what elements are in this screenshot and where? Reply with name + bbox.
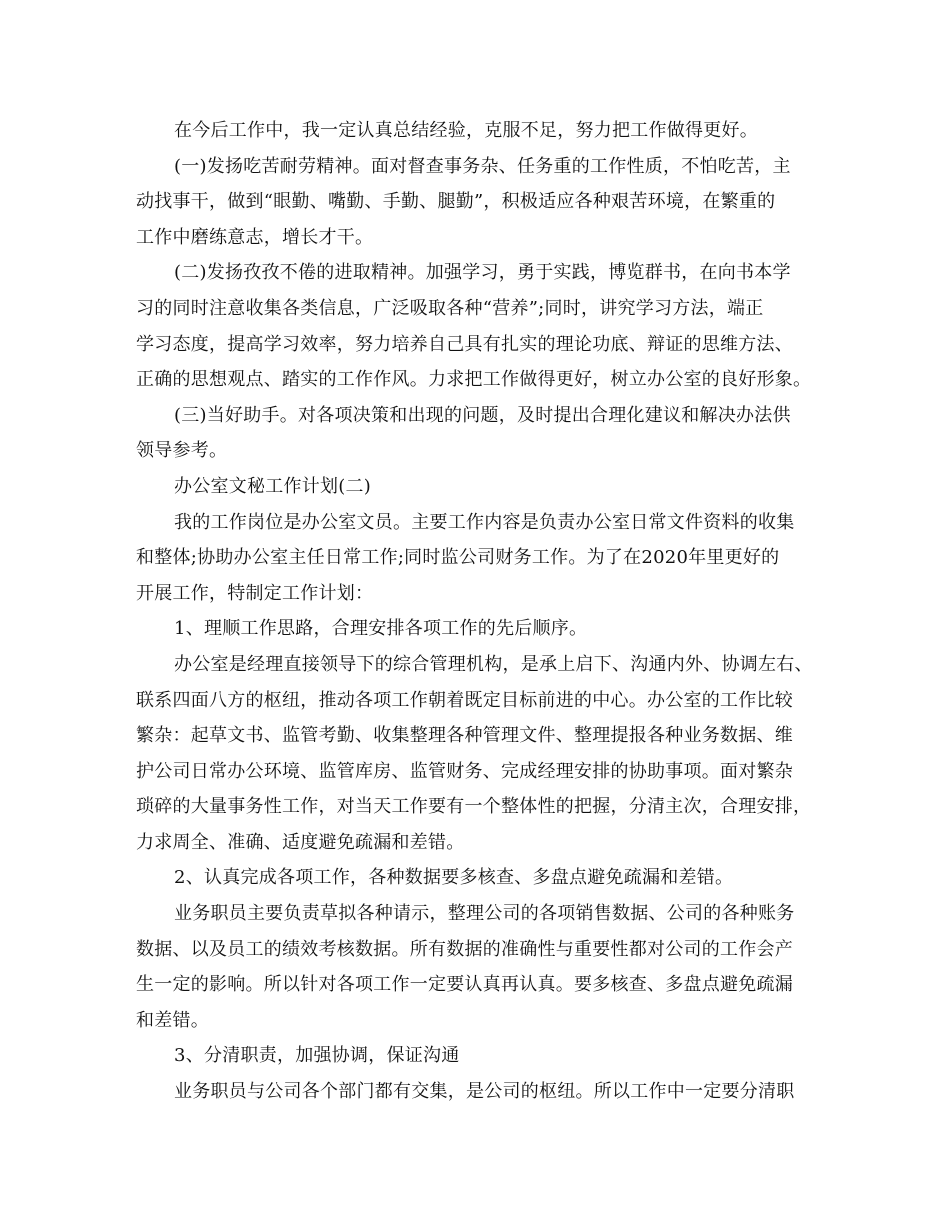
document-body [136, 113, 816, 1110]
paragraph-line: 在今后工作中，我一定认真总结经验，克服不足，努力把工作做得更好。 [174, 120, 758, 141]
paragraph-line: 领导参考。 [136, 440, 228, 462]
paragraph-line: 工作中磨练意志，增长才干。 [136, 226, 374, 248]
paragraph-line: (三)当好助手。对各项决策和出现的问题，及时提出合理化建议和解决办法供 [174, 404, 791, 426]
paragraph-line: 琐碎的大量事务性工作，对当天工作要有一个整体性的把握，分清主次，合理安排， [136, 796, 812, 818]
paragraph-line: 我的工作岗位是办公室文员。主要工作内容是负责办公室日常文件资料的收集 [174, 511, 795, 533]
paragraph-line: 生一定的影响。所以针对各项工作一定要认真再认真。要多核查、多盘点避免疏漏 [136, 974, 793, 996]
paragraph-line: 数据、以及员工的绩效考核数据。所有数据的准确性与重要性都对公司的工作会产 [136, 938, 793, 960]
numbered-heading: 2、认真完成各项工作，各种数据要多核查、多盘点避免疏漏和差错。 [174, 867, 734, 889]
paragraph-line: 和整体;协助办公室主任日常工作;同时监公司财务工作。为了在2020年里更好的 [136, 547, 780, 569]
paragraph-line: 繁杂：起草文书、监管考勤、收集整理各种管理文件、整理提报各种业务数据、维 [136, 725, 793, 747]
paragraph-line: 业务职员与公司各个部门都有交集，是公司的枢纽。所以工作中一定要分清职 [174, 1081, 795, 1103]
paragraph-line: 联系四面八方的枢纽，推动各项工作朝着既定目标前进的中心。办公室的工作比较 [136, 689, 793, 711]
paragraph-line: (二)发扬孜孜不倦的进取精神。加强学习，勇于实践，博览群书，在向书本学 [174, 262, 791, 284]
paragraph-line: 学习态度，提高学习效率，努力培养自己具有扎实的理论功底、辩证的思维方法、 [136, 333, 793, 355]
paragraph-line: 力求周全、准确、适度避免疏漏和差错。 [136, 831, 465, 853]
paragraph-line: 正确的思想观点、踏实的工作作风。力求把工作做得更好，树立办公室的良好形象。 [136, 369, 812, 391]
numbered-heading: 3、分清职责，加强协调，保证沟通 [174, 1045, 460, 1067]
paragraph-line: 习的同时注意收集各类信息，广泛吸取各种“营养”;同时，讲究学习方法，端正 [136, 297, 764, 319]
paragraph-line: (一)发扬吃苦耐劳精神。面对督查事务杂、任务重的工作性质，不怕吃苦，主 [174, 155, 791, 177]
paragraph-line: 业务职员主要负责草拟各种请示，整理公司的各项销售数据、公司的各种账务 [174, 903, 795, 925]
numbered-heading: 1、理顺工作思路，合理安排各项工作的先后顺序。 [174, 618, 588, 640]
paragraph-line: 和差错。 [136, 1009, 209, 1031]
paragraph-line: 动找事干，做到“眼勤、嘴勤、手勤、腿勤”，积极适应各种艰苦环境，在繁重的 [136, 191, 776, 213]
section-title: 办公室文秘工作计划(二) [174, 475, 372, 497]
paragraph-line: 护公司日常办公环境、监管库房、监管财务、完成经理安排的协助事项。面对繁杂 [136, 760, 793, 782]
paragraph-line: 办公室是经理直接领导下的综合管理机构，是承上启下、沟通内外、协调左右、 [174, 653, 813, 675]
paragraph-line: 开展工作，特制定工作计划： [136, 582, 374, 604]
